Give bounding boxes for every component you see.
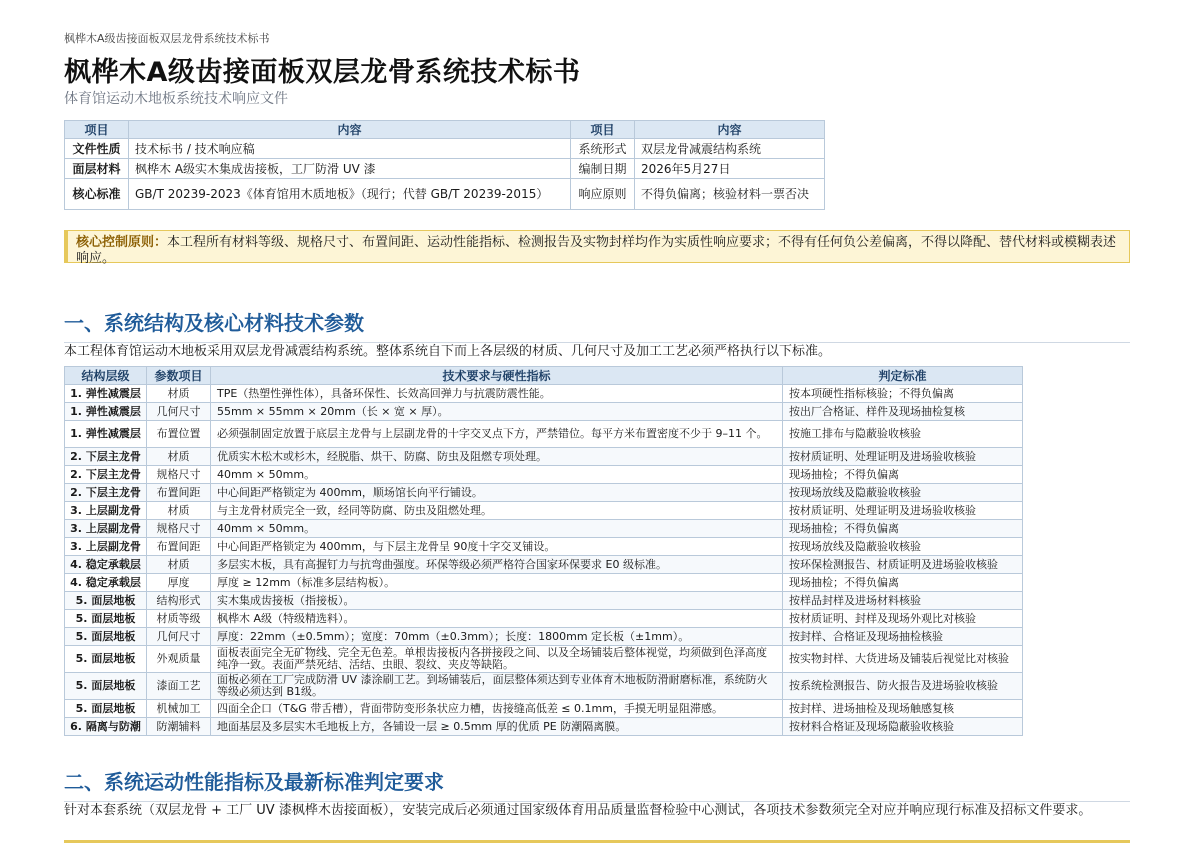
meta-key: 响应原则 bbox=[571, 179, 635, 210]
section-1-heading: 一、系统结构及核心材料技术参数 bbox=[64, 307, 1130, 343]
spec-param-cell: 布置位置 bbox=[147, 421, 211, 448]
spec-requirement-cell: 40mm × 50mm。 bbox=[211, 520, 783, 538]
spec-row bbox=[65, 484, 1023, 502]
spec-header-requirement: 技术要求与硬性指标 bbox=[211, 367, 783, 385]
spec-requirement-cell: 与主龙骨材质完全一致，经同等防腐、防虫及阻燃处理。 bbox=[211, 502, 783, 520]
spec-layer-cell: 3. 上层副龙骨 bbox=[65, 538, 147, 556]
spec-requirement-cell: 实木集成齿接板（指接板）。 bbox=[211, 592, 783, 610]
spec-standard-cell: 按系统检测报告、防火报告及进场验收核验 bbox=[783, 673, 1023, 700]
spec-standard-cell: 按本项硬性指标核验；不得负偏离 bbox=[783, 385, 1023, 403]
spec-row bbox=[65, 520, 1023, 538]
meta-value: 不得负偏离；核验材料一票否决 bbox=[635, 179, 825, 210]
meta-table bbox=[64, 120, 825, 210]
spec-param-cell: 结构形式 bbox=[147, 592, 211, 610]
spec-requirement-cell: 地面基层及多层实木毛地板上方，各铺设一层 ≥ 0.5mm 厚的优质 PE 防潮隔离膜。 bbox=[211, 718, 783, 736]
meta-row bbox=[65, 139, 825, 159]
spec-header-layer: 结构层级 bbox=[65, 367, 147, 385]
spec-layer-cell: 6. 隔离与防潮 bbox=[65, 718, 147, 736]
spec-param-cell: 材质 bbox=[147, 448, 211, 466]
spec-param-cell: 布置间距 bbox=[147, 484, 211, 502]
callout-lead: 核心控制原则： bbox=[76, 235, 168, 250]
spec-param-cell: 外观质量 bbox=[147, 646, 211, 673]
spec-row bbox=[65, 403, 1023, 421]
spec-standard-cell: 按材料合格证及现场隐蔽验收核验 bbox=[783, 718, 1023, 736]
spec-standard-cell: 按现场放线及隐蔽验收核验 bbox=[783, 484, 1023, 502]
spec-standard-cell: 按实物封样、大货进场及铺装后视觉比对核验 bbox=[783, 646, 1023, 673]
spec-requirement-cell: 多层实木板，具有高握钉力与抗弯曲强度。环保等级必须严格符合国家环保要求 E0 级标准。 bbox=[211, 556, 783, 574]
spec-param-cell: 材质 bbox=[147, 385, 211, 403]
meta-row bbox=[65, 179, 825, 210]
spec-standard-cell: 按材质证明、处理证明及进场验收核验 bbox=[783, 448, 1023, 466]
spec-standard-cell: 按环保检测报告、材质证明及进场验收核验 bbox=[783, 556, 1023, 574]
spec-layer-cell: 5. 面层地板 bbox=[65, 646, 147, 673]
spec-row bbox=[65, 448, 1023, 466]
meta-value: 技术标书 / 技术响应稿 bbox=[129, 139, 571, 159]
spec-requirement-cell: 四面全企口（T&G 带舌槽），背面带防变形条状应力槽，齿接缝高低差 ≤ 0.1mm，手摸无明显阻滞感。 bbox=[211, 700, 783, 718]
spec-param-cell: 防潮辅料 bbox=[147, 718, 211, 736]
callout-text: 本工程所有材料等级、规格尺寸、布置间距、运动性能指标、检测报告及实物封样均作为实质性响应要求；不得有任何负公差偏离，不得以降配、替代材料或模糊表述响应。 bbox=[76, 235, 1117, 266]
spec-layer-cell: 5. 面层地板 bbox=[65, 610, 147, 628]
spec-row bbox=[65, 646, 1023, 673]
spec-param-cell: 几何尺寸 bbox=[147, 403, 211, 421]
spec-requirement-cell: 优质实木松木或杉木，经脱脂、烘干、防腐、防虫及阻燃专项处理。 bbox=[211, 448, 783, 466]
spec-standard-cell: 按样品封样及进场材料核验 bbox=[783, 592, 1023, 610]
spec-row bbox=[65, 628, 1023, 646]
spec-standard-cell: 按材质证明、封样及现场外观比对核验 bbox=[783, 610, 1023, 628]
spec-header-standard: 判定标准 bbox=[783, 367, 1023, 385]
spec-standard-cell: 按现场放线及隐蔽验收核验 bbox=[783, 538, 1023, 556]
spec-param-cell: 材质等级 bbox=[147, 610, 211, 628]
spec-row bbox=[65, 466, 1023, 484]
spec-layer-cell: 4. 稳定承载层 bbox=[65, 556, 147, 574]
document-title: 枫桦木A级齿接面板双层龙骨系统技术标书 bbox=[64, 57, 581, 88]
spec-param-cell: 规格尺寸 bbox=[147, 520, 211, 538]
spec-layer-cell: 3. 上层副龙骨 bbox=[65, 502, 147, 520]
spec-row bbox=[65, 502, 1023, 520]
spec-standard-cell: 按封样、进场抽检及现场触感复核 bbox=[783, 700, 1023, 718]
running-head: 枫桦木A级齿接面板双层龙骨系统技术标书 bbox=[64, 32, 270, 45]
spec-requirement-cell: 枫桦木 A级（特级精选料）。 bbox=[211, 610, 783, 628]
meta-key: 面层材料 bbox=[65, 159, 129, 179]
spec-layer-cell: 5. 面层地板 bbox=[65, 628, 147, 646]
spec-row bbox=[65, 556, 1023, 574]
meta-key: 编制日期 bbox=[571, 159, 635, 179]
spec-layer-cell: 4. 稳定承载层 bbox=[65, 574, 147, 592]
spec-param-cell: 机械加工 bbox=[147, 700, 211, 718]
core-principle-callout bbox=[64, 230, 1130, 266]
spec-layer-cell: 3. 上层副龙骨 bbox=[65, 520, 147, 538]
spec-requirement-cell: 厚度：22mm（±0.5mm）；宽度：70mm（±0.3mm）；长度：1800mm 定长板（±1mm）。 bbox=[211, 628, 783, 646]
spec-layer-cell: 2. 下层主龙骨 bbox=[65, 466, 147, 484]
meta-key: 核心标准 bbox=[65, 179, 129, 210]
section-2-intro: 针对本套系统（双层龙骨 + 工厂 UV 漆枫桦木齿接面板），安装完成后必须通过国家级体育用品质量监督检验中心测试，各项技术参数须完全对应并响应现行标准及招标文件要求。 bbox=[64, 803, 1092, 818]
spec-param-cell: 布置间距 bbox=[147, 538, 211, 556]
spec-table-body bbox=[65, 385, 1023, 736]
spec-row bbox=[65, 592, 1023, 610]
meta-key: 文件性质 bbox=[65, 139, 129, 159]
spec-layer-cell: 1. 弹性减震层 bbox=[65, 421, 147, 448]
meta-header-content-2: 内容 bbox=[635, 121, 825, 139]
spec-layer-cell: 2. 下层主龙骨 bbox=[65, 484, 147, 502]
meta-value: GB/T 20239-2023《体育馆用木质地板》（现行；代替 GB/T 20239-2015） bbox=[129, 179, 571, 210]
spec-requirement-cell: 中心间距严格锁定为 400mm，与下层主龙骨呈 90度十字交叉铺设。 bbox=[211, 538, 783, 556]
spec-header-param: 参数项目 bbox=[147, 367, 211, 385]
spec-requirement-cell: 面板必须在工厂完成防滑 UV 漆涂刷工艺。到场铺装后，面层整体须达到专业体育木地板防滑耐磨标准，系统防火等级必须达到 B1级。 bbox=[211, 673, 783, 700]
spec-row bbox=[65, 718, 1023, 736]
spec-standard-cell: 按材质证明、处理证明及进场验收核验 bbox=[783, 502, 1023, 520]
meta-row bbox=[65, 159, 825, 179]
meta-header-content: 内容 bbox=[129, 121, 571, 139]
spec-layer-cell: 5. 面层地板 bbox=[65, 700, 147, 718]
spec-param-cell: 几何尺寸 bbox=[147, 628, 211, 646]
spec-param-cell: 规格尺寸 bbox=[147, 466, 211, 484]
spec-requirement-cell: 中心间距严格锁定为 400mm，顺场馆长向平行铺设。 bbox=[211, 484, 783, 502]
spec-requirement-cell: 55mm × 55mm × 20mm（长 × 宽 × 厚）。 bbox=[211, 403, 783, 421]
spec-standard-cell: 现场抽检；不得负偏离 bbox=[783, 466, 1023, 484]
spec-requirement-cell: TPE（热塑性弹性体），具备环保性、长效高回弹力与抗震防震性能。 bbox=[211, 385, 783, 403]
meta-value: 枫桦木 A级实木集成齿接板，工厂防滑 UV 漆 bbox=[129, 159, 571, 179]
section-2-heading: 二、系统运动性能指标及最新标准判定要求 bbox=[64, 766, 1130, 802]
spec-param-cell: 漆面工艺 bbox=[147, 673, 211, 700]
meta-header-item: 项目 bbox=[65, 121, 129, 139]
spec-row bbox=[65, 610, 1023, 628]
spec-requirement-cell: 厚度 ≥ 12mm（标准多层结构板）。 bbox=[211, 574, 783, 592]
spec-table bbox=[64, 366, 1023, 736]
spec-requirement-cell: 面板表面完全无矿物线、完全无色差。单根齿接板内各拼接段之间、以及全场铺装后整体视觉，均须做到色泽高度纯净一致。表面严禁死结、活结、虫眼、裂纹、夹皮等缺陷。 bbox=[211, 646, 783, 673]
spec-requirement-cell: 必须强制固定放置于底层主龙骨与上层副龙骨的十字交叉点下方，严禁错位。每平方米布置密度不少于 9–11 个。 bbox=[211, 421, 783, 448]
spec-row bbox=[65, 538, 1023, 556]
spec-row bbox=[65, 421, 1023, 448]
spec-row bbox=[65, 385, 1023, 403]
spec-row bbox=[65, 673, 1023, 700]
spec-layer-cell: 1. 弹性减震层 bbox=[65, 385, 147, 403]
meta-key: 系统形式 bbox=[571, 139, 635, 159]
spec-standard-cell: 按出厂合格证、样件及现场抽检复核 bbox=[783, 403, 1023, 421]
spec-row bbox=[65, 700, 1023, 718]
spec-standard-cell: 按封样、合格证及现场抽检核验 bbox=[783, 628, 1023, 646]
meta-table-header-row bbox=[65, 121, 825, 139]
spec-layer-cell: 5. 面层地板 bbox=[65, 592, 147, 610]
spec-param-cell: 材质 bbox=[147, 556, 211, 574]
spec-layer-cell: 1. 弹性减震层 bbox=[65, 403, 147, 421]
spec-table-header-row bbox=[65, 367, 1023, 385]
spec-param-cell: 厚度 bbox=[147, 574, 211, 592]
spec-param-cell: 材质 bbox=[147, 502, 211, 520]
section-1-intro: 本工程体育馆运动木地板采用双层龙骨减震结构系统。整体系统自下而上各层级的材质、几何尺寸及加工工艺必须严格执行以下标准。 bbox=[64, 344, 832, 359]
spec-standard-cell: 现场抽检；不得负偏离 bbox=[783, 520, 1023, 538]
spec-row bbox=[65, 574, 1023, 592]
meta-value: 2026年5月27日 bbox=[635, 159, 825, 179]
spec-standard-cell: 现场抽检；不得负偏离 bbox=[783, 574, 1023, 592]
spec-layer-cell: 2. 下层主龙骨 bbox=[65, 448, 147, 466]
meta-value: 双层龙骨减震结构系统 bbox=[635, 139, 825, 159]
meta-header-item-2: 项目 bbox=[571, 121, 635, 139]
spec-requirement-cell: 40mm × 50mm。 bbox=[211, 466, 783, 484]
spec-standard-cell: 按施工排布与隐蔽验收核验 bbox=[783, 421, 1023, 448]
spec-layer-cell: 5. 面层地板 bbox=[65, 673, 147, 700]
document-subtitle: 体育馆运动木地板系统技术响应文件 bbox=[64, 91, 288, 107]
